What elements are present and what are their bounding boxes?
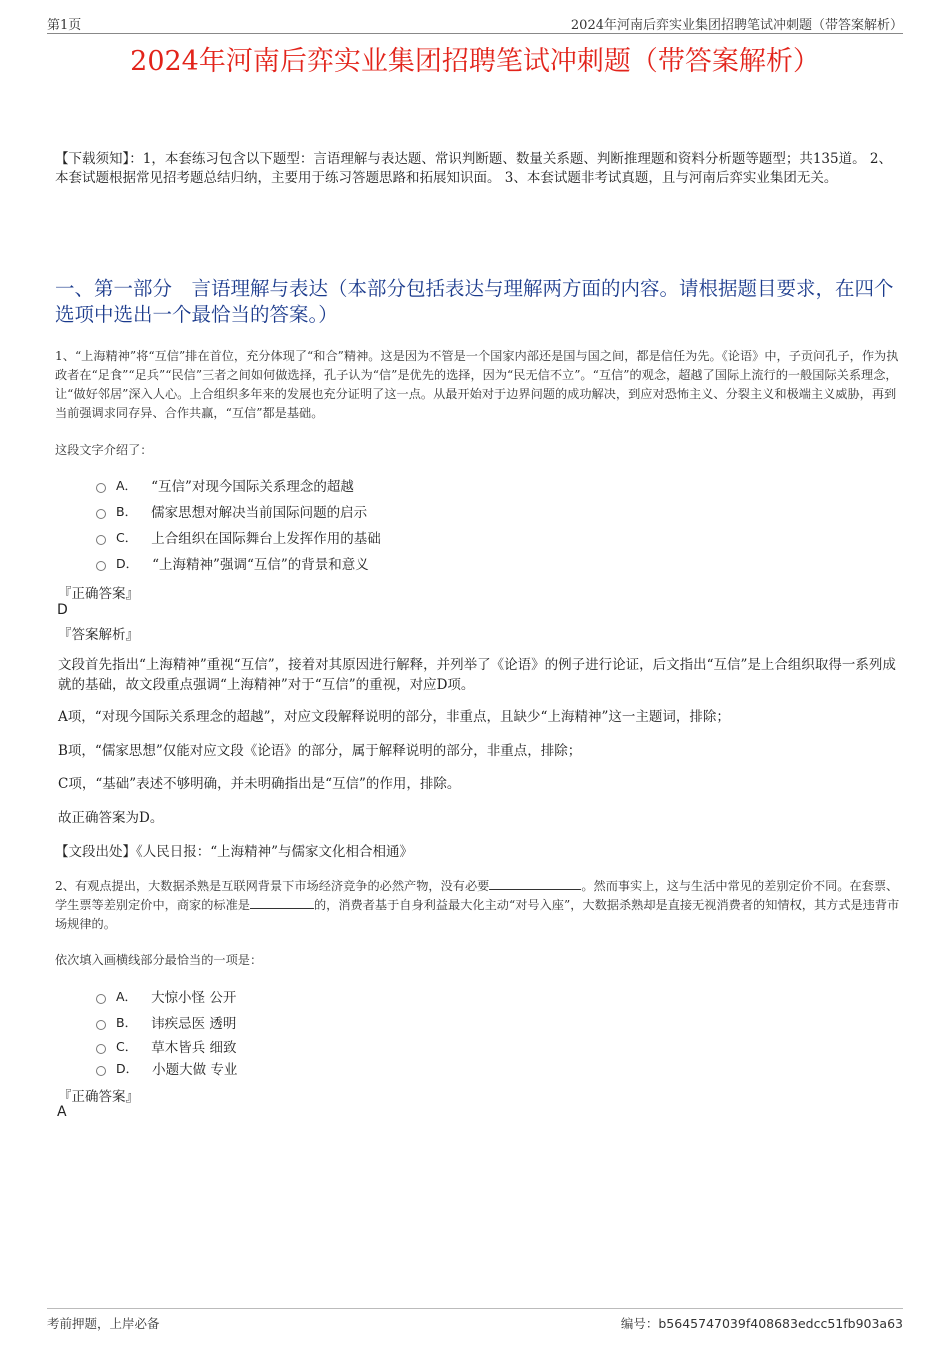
footer-code: [621, 1314, 903, 1332]
footer-divider: [47, 1308, 903, 1309]
question-1-analysis-p5: 故正确答案为D。: [58, 810, 164, 826]
section-title: 一、第一部分 言语理解与表达（本部分包括表达与理解两方面的内容。请根据题目要求，在四个选项中选出一个最恰当的答案。）: [55, 277, 894, 326]
footer-code-value: b5645747039f408683edcc51fb903a63: [658, 1316, 903, 1331]
question-1-option-a[interactable]: A． “互信”对现今国际关系理念的超越: [96, 472, 381, 498]
footer-slogan: 考前押题，上岸必备: [47, 1316, 160, 1331]
question-1-prompt: 这段文字介绍了：: [55, 443, 153, 457]
fill-blank-1: [489, 878, 581, 890]
footer-code-label: 编号：: [620, 1316, 659, 1331]
question-2-answer: A: [57, 1104, 67, 1120]
radio-icon[interactable]: [96, 561, 106, 571]
question-1-option-d[interactable]: D． “上海精神”强调“互信”的背景和意义: [96, 550, 381, 576]
question-1-text: 1、“上海精神”将“互信”排在首位，充分体现了“和合”精神。这是因为不管是一个国家内部还是国与国之间，都是信任为先。《论语》中，子贡问孔子，作为执政者在“足食”“足兵”“民信”三者之间如何做选择，孔子认为“信”是优先的选择，因为“民无信不立”。“互信”的观念，超越了国际上流行的一般国际关系理念，让“做好邻居”深入人心。上合组织多年来的发展也充分证明了这一点。从最开始对于边界问题的成功解决，到应对恐怖主义、分裂主义和极端主义威胁，再到当前强调求同存异、合作共赢，“互信”都是基础。: [55, 349, 899, 420]
radio-icon[interactable]: [96, 509, 106, 519]
question-1-analysis-p2: A项，“对现今国际关系理念的超越”，对应文段解释说明的部分，非重点，且缺少“上海精神”这一主题词，排除；: [58, 709, 730, 725]
radio-icon[interactable]: [96, 994, 106, 1004]
question-1-analysis-p3: B项，“儒家思想”仅能对应文段《论语》的部分，属于解释说明的部分，非重点，排除；: [58, 743, 582, 759]
question-1-analysis-label: 『答案解析』: [58, 627, 139, 643]
question-1-answer-label: 『正确答案』: [58, 586, 139, 602]
question-2-prompt: 依次填入画横线部分最恰当的一项是：: [55, 953, 263, 967]
question-1-analysis-p1: 文段首先指出“上海精神”重视“互信”，接着对其原因进行解释，并列举了《论语》的例子进行论证，后文指出“互信”是上合组织取得一系列成就的基础，故文段重点强调“上海精神”对于“互信”的重视，对应D项。: [58, 657, 896, 693]
question-2-answer-label: 『正确答案』: [58, 1089, 139, 1105]
question-1-option-c[interactable]: C． 上合组织在国际舞台上发挥作用的基础: [96, 524, 381, 550]
question-1-options: [96, 472, 381, 576]
radio-icon[interactable]: [96, 1044, 106, 1054]
page-number: 第1页: [47, 18, 82, 33]
radio-icon[interactable]: [96, 535, 106, 545]
radio-icon[interactable]: [96, 1020, 106, 1030]
question-2-option-c[interactable]: C． 草木皆兵 细致: [96, 1035, 237, 1057]
radio-icon[interactable]: [96, 483, 106, 493]
question-1-answer: D: [57, 602, 68, 618]
question-2-options: [96, 983, 237, 1079]
question-2-option-d[interactable]: D． 小题大做 专业: [96, 1057, 237, 1079]
question-2-option-a[interactable]: A． 大惊小怪 公开: [96, 983, 237, 1009]
radio-icon[interactable]: [96, 1066, 106, 1076]
document-title: 2024年河南后弈实业集团招聘笔试冲刺题（带答案解析）: [130, 46, 820, 77]
question-1-source: 【文段出处】《人民日报：“上海精神”与儒家文化相合相通》: [55, 844, 414, 860]
header-doc-title: 2024年河南后弈实业集团招聘笔试冲刺题（带答案解析）: [570, 18, 903, 33]
question-2-text: 2、有观点提出，大数据杀熟是互联网背景下市场经济竞争的必然产物，没有必要 。然而事实上，这与生活中常见的差别定价不同。在套票、学生票等差别定价中，商家的标准是 的，消费者基于自身利益最大化主动“对号入座”，大数据杀熟却是直接无视消费者的知情权，其方式是违背市场规律的。: [55, 879, 900, 931]
question-1-analysis-p4: C项，“基础”表述不够明确，并未明确指出是“互信”的作用，排除。: [58, 776, 461, 792]
fill-blank-2: [250, 897, 314, 909]
download-notice: 【下载须知】：1，本套练习包含以下题型：言语理解与表达题、常识判断题、数量关系题、判断推理题和资料分析题等题型；共135道。 2、本套试题根据常见招考题总结归纳，主要用于练习答题思路和拓展知识面。 3、本套试题非考试真题，且与河南后弈实业集团无关。: [55, 151, 892, 186]
question-1-option-b[interactable]: B． 儒家思想对解决当前国际问题的启示: [96, 498, 381, 524]
question-2-option-b[interactable]: B． 讳疾忌医 透明: [96, 1009, 237, 1035]
header-divider: [47, 33, 903, 34]
